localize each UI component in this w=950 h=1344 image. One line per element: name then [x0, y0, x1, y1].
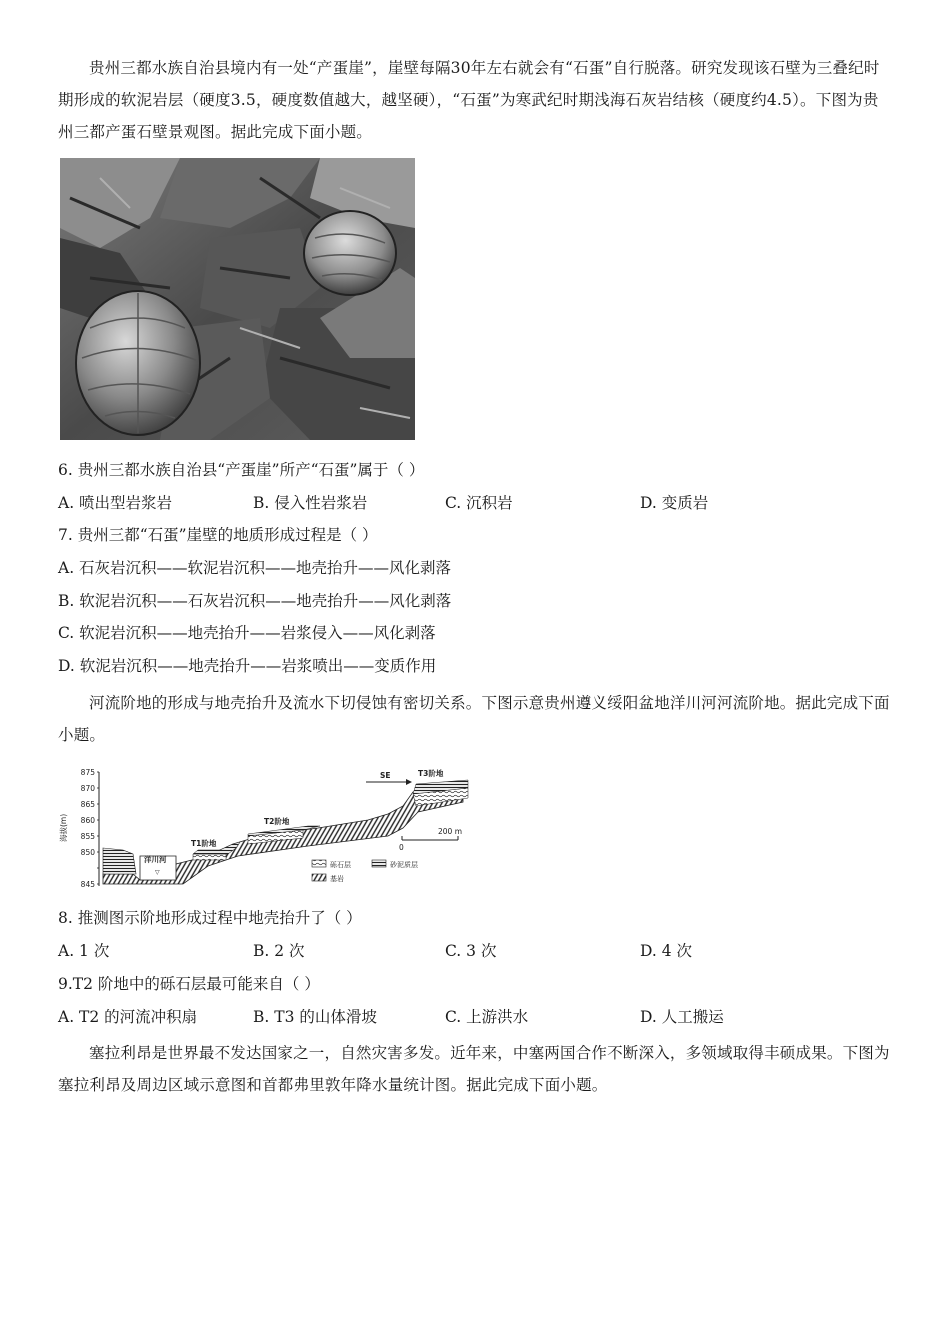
legend-sandmud-swatch [372, 860, 386, 867]
y-tick-850: 850 [80, 848, 95, 857]
y-tick-855: 855 [80, 832, 95, 841]
t1-terrace-label: T1阶地 [191, 839, 217, 848]
direction-label: SE [380, 771, 391, 780]
q6-option-a[interactable]: A. 喷出型岩浆岩 [58, 494, 173, 512]
scale-length: 200 m [438, 827, 463, 836]
q7-option-a[interactable]: A. 石灰岩沉积——软泥岩沉积——地壳抬升——风化剥落 [58, 559, 452, 577]
q9-option-b[interactable]: B. T3 的山体滑坡 [253, 1008, 377, 1026]
scale-zero: 0 [399, 843, 404, 852]
y-tick-865: 865 [80, 800, 95, 809]
legend-sandmud-label: 砂泥质层 [390, 861, 418, 869]
cliff-rock-photo [60, 158, 415, 440]
intro-paragraph-1: 贵州三都水族自治县境内有一处“产蛋崖”，崖壁每隔30年左右就会有“石蛋”自行脱落。研究发现该石壁为三叠纪时期形成的软泥岩层（硬度3.5，硬度数值越大，越坚硬），“石蛋”为寒武纪时期浅海石灰岩结核（硬度约4.5）。下图为贵州三都产蛋石壁景观图。据此完成下面小题。 [58, 59, 880, 141]
legend-bedrock-label: 基岩 [330, 875, 344, 883]
t3-terrace-label: T3阶地 [418, 769, 444, 778]
intro-paragraph-3: 塞拉利昂是世界最不发达国家之一，自然灾害多发。近年来，中塞两国合作不断深入，多领域取得丰硕成果。下图为塞拉利昂及周边区域示意图和首都弗里敦年降水量统计图。据此完成下面小题。 [58, 1044, 890, 1094]
question-9-stem: 9.T2 阶地中的砾石层最可能来自（ ） [58, 975, 320, 993]
q9-option-d[interactable]: D. 人工搬运 [640, 1008, 724, 1026]
river-label: 洋川河 [144, 855, 167, 864]
q9-option-c[interactable]: C. 上游洪水 [445, 1008, 529, 1026]
q8-option-c[interactable]: C. 3 次 [445, 942, 497, 960]
question-8-stem: 8. 推测图示阶地形成过程中地壳抬升了（ ） [58, 909, 362, 927]
y-axis-label: 海拔(m) [59, 813, 68, 842]
q9-option-a[interactable]: A. T2 的河流冲积扇 [58, 1008, 198, 1026]
t2-terrace-label: T2阶地 [264, 817, 290, 826]
y-tick-870: 870 [80, 784, 95, 793]
y-tick-875: 875 [80, 768, 95, 777]
q7-option-d[interactable]: D. 软泥岩沉积——地壳抬升——岩浆喷出——变质作用 [58, 657, 437, 675]
q8-option-d[interactable]: D. 4 次 [640, 942, 693, 960]
question-7-stem: 7. 贵州三都“石蛋”崖壁的地质形成过程是（ ） [58, 526, 378, 544]
legend-gravel-swatch [312, 860, 326, 867]
legend-gravel-label: 砾石层 [330, 861, 351, 869]
y-tick-845: 845 [80, 880, 95, 889]
question-6-stem: 6. 贵州三都水族自治县“产蛋崖”所产“石蛋”属于（ ） [58, 461, 425, 479]
direction-arrow-icon [406, 779, 412, 785]
q8-option-a[interactable]: A. 1 次 [58, 942, 110, 960]
water-level-icon: ▽ [155, 869, 160, 876]
q7-option-c[interactable]: C. 软泥岩沉积——地壳抬升——岩浆侵入——风化剥落 [58, 624, 436, 642]
q6-option-b[interactable]: B. 侵入性岩浆岩 [253, 494, 368, 512]
river-terrace-diagram [58, 762, 478, 892]
q7-option-b[interactable]: B. 软泥岩沉积——石灰岩沉积——地壳抬升——风化剥落 [58, 592, 452, 610]
q6-option-d[interactable]: D. 变质岩 [640, 494, 709, 512]
q6-option-c[interactable]: C. 沉积岩 [445, 494, 513, 512]
intro-paragraph-2: 河流阶地的形成与地壳抬升及流水下切侵蚀有密切关系。下图示意贵州遵义绥阳盆地洋川河河流阶地。据此完成下面小题。 [58, 694, 890, 744]
q8-option-b[interactable]: B. 2 次 [253, 942, 305, 960]
legend-bedrock-swatch [312, 874, 326, 881]
y-tick-860: 860 [80, 816, 95, 825]
